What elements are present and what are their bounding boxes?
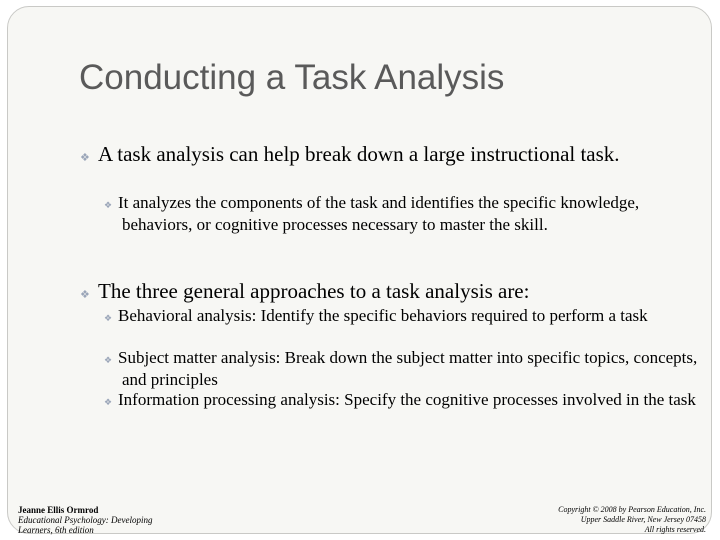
bullet-icon: ❖ — [104, 397, 113, 407]
sub-bullet-components — [104, 193, 702, 235]
bullet-three-approaches — [80, 280, 703, 307]
footer-author-book — [18, 505, 152, 535]
sub-bullet-subject-matter — [104, 348, 702, 390]
copyright-line3: All rights reserved. — [644, 525, 706, 534]
bullet-text: A task analysis can help break down a large instructional task. — [98, 142, 620, 166]
bullet-task-analysis — [80, 143, 703, 170]
sub-bullet-behavioral — [104, 306, 702, 328]
bullet-icon: ❖ — [104, 355, 113, 365]
sub-bullet-text: Subject matter analysis: Break down the subject matter into specific topics, concepts, and principles — [118, 348, 698, 389]
bullet-text: The three general approaches to a task analysis are: — [98, 279, 530, 303]
slide-title: Conducting a Task Analysis — [79, 58, 505, 97]
bullet-icon: ❖ — [104, 313, 113, 323]
bullet-icon: ❖ — [104, 200, 113, 210]
copyright-line2: Upper Saddle River, New Jersey 07458 — [580, 515, 706, 524]
bullet-icon: ❖ — [80, 289, 90, 301]
footer-copyright — [506, 505, 706, 535]
footer-book-line1: Educational Psychology: Developing — [18, 515, 153, 525]
sub-bullet-text: Behavioral analysis: Identify the specific behaviors required to perform a task — [118, 306, 648, 325]
bullet-icon: ❖ — [80, 152, 90, 164]
footer-book-line2: Learners, 6th edition — [18, 525, 94, 535]
sub-bullet-information-processing — [104, 390, 702, 412]
copyright-line1: Copyright © 2008 by Pearson Education, Inc. — [558, 505, 706, 514]
sub-bullet-text: It analyzes the components of the task and identifies the specific knowledge, behaviors, or cognitive processes necessary to master the skill. — [118, 193, 640, 234]
sub-bullet-text: Information processing analysis: Specify the cognitive processes involved in the task — [118, 390, 696, 409]
footer-author: Jeanne Ellis Ormrod — [18, 505, 99, 515]
